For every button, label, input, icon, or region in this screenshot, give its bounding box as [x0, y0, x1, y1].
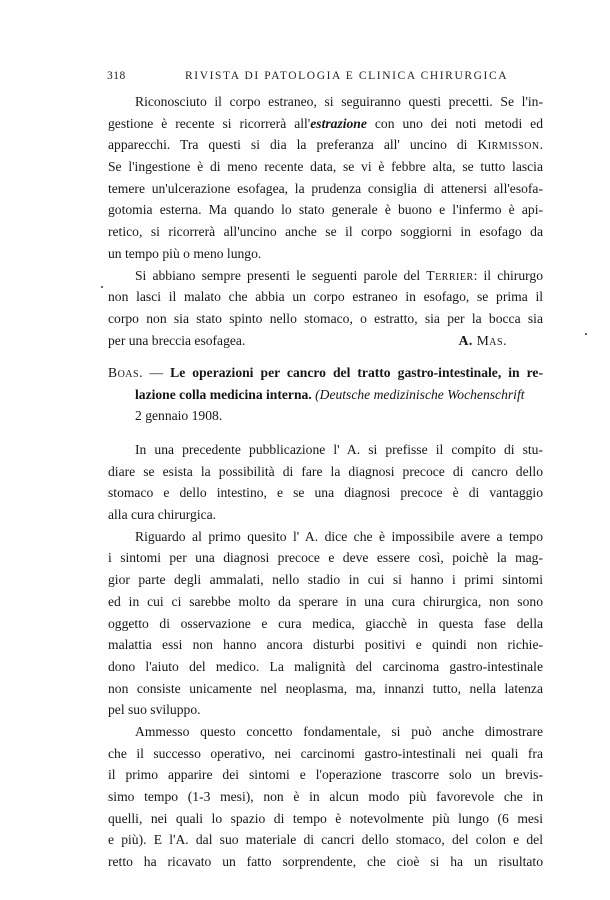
text-line: che il successo operativo, nei carcinomi gastro-intestinali nei quali fra	[108, 745, 543, 761]
text-line: malattia essi non hanno ancora disturbi positivi e quindi non richie-	[108, 637, 543, 653]
print-speck	[585, 333, 587, 335]
journal-name: (Deutsche medizinische Wochenschrift	[315, 386, 525, 402]
text-line: Ammesso questo concetto fondamentale, si può anche dimostrare	[135, 723, 543, 739]
text-line: In una precedente pubblicazione l' A. si prefisse il compito di stu-	[135, 442, 543, 457]
text-line: ed in cui ci sarebbe molto da sperare in una cura chirurgica, non sono	[108, 593, 543, 609]
heading-line: lazione colla medicina interna. (Deutsche medizinische Wochenschrift	[135, 386, 525, 402]
text-line: pel suo sviluppo.	[108, 702, 201, 718]
author-name-kirmisson: Kirmisson	[477, 137, 540, 153]
print-speck	[101, 286, 103, 288]
text-line: gior parte degli ammalati, nello stadio in cui si hanno i primi sintomi	[108, 572, 543, 588]
text-line: oggetto di osservazione e cura medica, giacchè in questa fase della	[108, 615, 543, 631]
article-author: Boas	[108, 365, 140, 380]
italic-term: estrazione	[310, 115, 367, 131]
text-line: il primo apparire dei sintomi e l'operazione trascorre solo un brevis-	[108, 767, 543, 783]
text-line: alla cura chirurgica.	[108, 507, 217, 523]
text-line: stomaco e dello intestino, e se una diagnosi precoce è di vantaggio	[108, 485, 543, 501]
text-line: quelli, nei quali lo spazio di tempo è notevolmente più lungo (6 mesi	[108, 810, 543, 826]
text-line: retto ha ricavato un fatto sorprendente, che cioè si ha un risultato	[108, 854, 543, 870]
text-line: non consiste unicamente nel neoplasma, ma, innanzi tutto, nella latenza	[108, 680, 543, 696]
text-line: dono l'aiuto del medico. La malignità del carcinoma gastro-intestinale	[108, 658, 543, 674]
article-heading	[108, 362, 543, 427]
text-line: e più). E l'A. dal suo materiale di cancri dello stomaco, del colon e del	[108, 832, 543, 848]
text-line: gestione è recente si ricorrerà all'estrazione con uno dei noti metodi ed	[108, 115, 544, 131]
text-line: retico, si ricorrerà all'uncino anche se il corpo soggiorni in esofago da	[108, 224, 543, 240]
text-line: apparecchi. Tra questi si dia la preferanza all' uncino di Kirmisson.	[108, 137, 543, 153]
text-line: Riconosciuto il corpo estraneo, si seguiranno questi precetti. Se l'in-	[135, 94, 543, 109]
page-number: 318	[107, 70, 126, 82]
reviewer-signature: A. Mas.	[458, 332, 507, 348]
text-line: simo tempo (1-3 mesi), non è in alcun modo più favorevole che in	[108, 789, 543, 804]
running-title: RIVISTA DI PATOLOGIA E CLINICA CHIRURGICA	[185, 70, 509, 82]
heading-line: Boas. — Le operazioni per cancro del tratto gastro-intestinale, in re-	[108, 365, 543, 380]
text-line: gotomia esterna. Ma quando lo stato generale è buono e l'infermo è api-	[108, 202, 543, 218]
article-title: Le operazioni per cancro del tratto gastro-intestinale, in re-	[170, 365, 543, 380]
text-line: non lasci il malato che abbia un corpo estraneo in esofago, se prima il	[108, 289, 543, 305]
text-line: temere un'ulcerazione esofagea, la prudenza consiglia di attenersi all'esofa-	[108, 180, 543, 196]
previous-review-text	[108, 91, 543, 351]
text-line: Riguardo al primo quesito l' A. dice che è impossibile avere a tempo	[135, 528, 543, 544]
text-line: per una breccia esofagea. A. Mas.	[108, 330, 543, 352]
text-line: un tempo più o meno lungo.	[108, 245, 262, 261]
text-line: i sintomi per una diagnosi precoce e deve essere così, poichè la mag-	[108, 550, 543, 566]
author-name-terrier: Terrier	[426, 267, 474, 283]
text-line: Se l'ingestione è di meno recente data, se vi è febbre alta, se tutto lascia	[108, 159, 543, 175]
article-date: 2 gennaio 1908.	[135, 408, 223, 424]
text-line: Si abbiano sempre presenti le seguenti parole del Terrier: il chirurgo	[135, 267, 544, 283]
text-line: diare se esista la possibilità di fare la diagnosi precoce di cancro dello	[108, 463, 543, 479]
text-line: corpo non sia stato spinto nello stomaco, o estratto, sia per la bocca sia	[108, 310, 543, 326]
article-body	[108, 439, 543, 873]
